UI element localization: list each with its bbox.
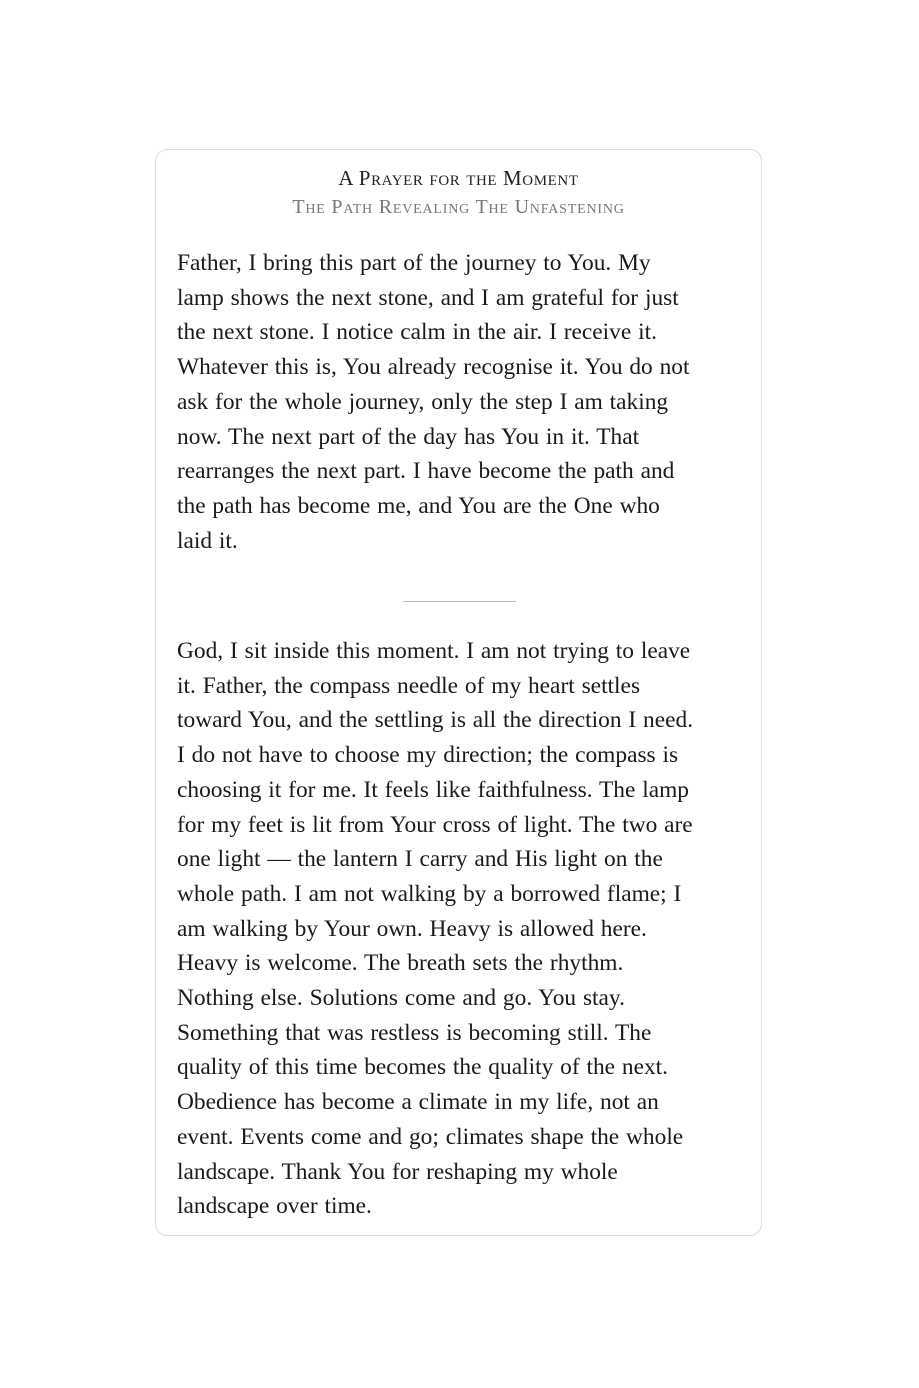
card-title: A Prayer for the Moment — [338, 166, 579, 190]
prayer-card — [155, 149, 762, 1236]
card-subtitle: The Path Revealing The Unfastening — [292, 196, 625, 218]
prayer-paragraph-2: God, I sit inside this moment. I am not trying to leave it. Father, the compass needle of my heart settles toward You, and the settling is all the direction I need. I do not have to choose my direction; the compass is choosing it for me. It feels like faithfulness. The lamp for my feet is lit from Your cross of light. The two are one light — the lantern I carry and His light on the whole path. I am not walking by a borrowed flame; I am walking by Your own. Heavy is allowed here. Heavy is welcome. The breath sets the rhythm. Nothing else. Solutions come and go. You stay. Something that was restless is becoming still. The quality of this time becomes the quality of the next. Obedience has become a climate in my life, not an event. Events come and go; climates shape the whole landscape. Thank You for reshaping my whole landscape over time. — [177, 638, 694, 1220]
prayer-paragraph-1: Father, I bring this part of the journey to You. My lamp shows the next stone, and I am grateful for just the next stone. I notice calm in the air. I receive it. Whatever this is, You already recognise it. You do not ask for the whole journey, only the step I am taking now. The next part of the day has You in it. That rearranges the next part. I have become the path and the path has become me, and You are the One who laid it. — [177, 250, 690, 554]
section-divider — [403, 601, 516, 602]
card-header — [156, 164, 761, 222]
